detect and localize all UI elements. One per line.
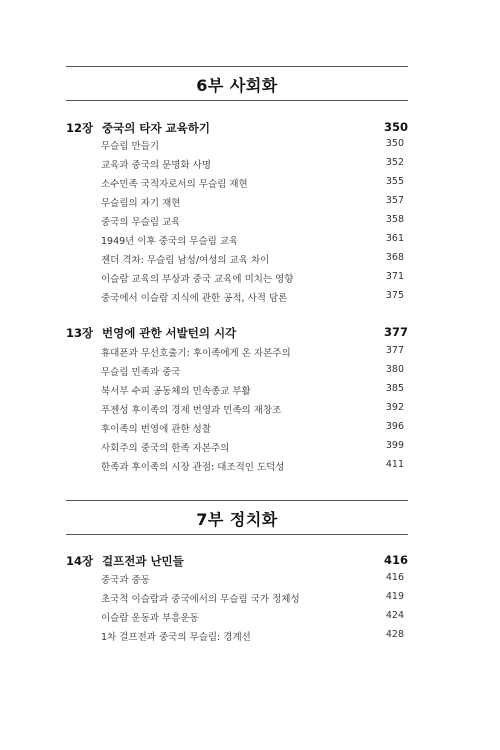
toc-entry[interactable] (101, 364, 404, 380)
entry-label: 무슬림 민족과 중국 (101, 367, 181, 378)
entry-label: 후이족의 번영에 관한 성찰 (101, 424, 212, 435)
chapter-number: 12장 (66, 121, 94, 135)
entry-label: 중국의 무슬림 교육 (101, 217, 181, 228)
entry-page: 399 (385, 440, 404, 451)
toc-entry[interactable] (101, 572, 404, 588)
entry-label: 1949년 이후 중국의 무슬림 교육 (101, 236, 239, 247)
toc-entry[interactable] (101, 195, 404, 211)
toc-entry[interactable] (101, 138, 404, 154)
toc-entry[interactable] (101, 157, 404, 173)
toc-entry[interactable] (101, 290, 404, 306)
chapter-title: 걸프전과 난민들 (102, 554, 184, 568)
entry-page: 411 (385, 459, 404, 470)
entry-label: 사회주의 중국의 한족 자본주의 (101, 443, 230, 454)
chapter-page: 350 (383, 120, 408, 134)
entry-page: 416 (385, 572, 404, 583)
toc-entry[interactable] (101, 252, 404, 268)
entry-label: 중국에서 이슬람 지식에 관한 공적, 사적 담론 (101, 293, 288, 304)
entry-label: 푸젠성 후이족의 경제 번영과 민족의 재창조 (101, 405, 282, 416)
entry-page: 352 (385, 157, 404, 168)
entry-label: 휴대폰과 무선호출기: 후이족에게 온 자본주의 (101, 348, 291, 359)
entry-label: 무슬림의 자기 재현 (101, 198, 181, 209)
part-6-bottom-rule (66, 100, 408, 101)
entry-page: 392 (385, 402, 404, 413)
entry-label: 젠더 격차: 무슬림 남성/여성의 교육 차이 (101, 255, 270, 266)
entry-page: 361 (385, 233, 404, 244)
entry-page: 350 (385, 138, 404, 149)
toc-entry[interactable] (101, 440, 404, 456)
toc-entry[interactable] (101, 176, 404, 192)
toc-entry[interactable] (101, 214, 404, 230)
entry-label: 무슬림 만들기 (101, 141, 160, 152)
entry-label: 교육과 중국의 문명화 사명 (101, 160, 212, 171)
part-7-bottom-rule (66, 534, 408, 535)
entry-page: 424 (385, 610, 404, 621)
toc-entry[interactable] (101, 421, 404, 437)
chapter-title: 중국의 타자 교육하기 (102, 121, 210, 135)
chapter-page: 377 (383, 325, 408, 339)
chapter-title: 번영에 관한 서발턴의 시각 (102, 326, 237, 340)
entry-label: 이슬람 운동과 부흥운동 (101, 613, 199, 624)
entry-page: 428 (385, 629, 404, 640)
part-7-top-rule (66, 500, 408, 501)
entry-label: 초국적 이슬람과 중국에서의 무슬림 국가 정체성 (101, 594, 300, 605)
entry-page: 419 (385, 591, 404, 602)
entry-label: 이슬람 교육의 부상과 중국 교육에 미치는 영향 (101, 274, 294, 285)
toc-entry[interactable] (101, 402, 404, 418)
part-6-title: 6부 사회화 (196, 76, 278, 95)
chapter-number: 14장 (66, 554, 94, 568)
entry-page: 385 (385, 383, 404, 394)
entry-page: 368 (385, 252, 404, 263)
entry-page: 371 (385, 271, 404, 282)
chapter-12-heading[interactable] (66, 120, 408, 138)
toc-entry[interactable] (101, 383, 404, 399)
entry-page: 357 (385, 195, 404, 206)
entry-page: 377 (385, 345, 404, 356)
entry-label: 한족과 후이족의 시장 관점: 대조적인 도덕성 (101, 462, 285, 473)
entry-label: 중국과 중동 (101, 575, 150, 586)
toc-entry[interactable] (101, 345, 404, 361)
entry-label: 소수민족 국적자로서의 무슬림 재현 (101, 179, 248, 190)
toc-entry[interactable] (101, 459, 404, 475)
entry-page: 355 (385, 176, 404, 187)
toc-entry[interactable] (101, 233, 404, 249)
entry-label: 북서부 수피 공동체의 민속종교 부활 (101, 386, 251, 397)
entry-page: 375 (385, 290, 404, 301)
entry-label: 1차 걸프전과 중국의 무슬림: 경계선 (101, 632, 251, 643)
toc-entry[interactable] (101, 629, 404, 645)
chapter-number: 13장 (66, 326, 94, 340)
entry-page: 380 (385, 364, 404, 375)
entry-page: 358 (385, 214, 404, 225)
chapter-13-heading[interactable] (66, 325, 408, 343)
chapter-14-heading[interactable] (66, 553, 408, 571)
part-7-title: 7부 정치화 (196, 510, 278, 529)
toc-entry[interactable] (101, 271, 404, 287)
part-6-top-rule (66, 66, 408, 67)
entry-page: 396 (385, 421, 404, 432)
toc-entry[interactable] (101, 610, 404, 626)
chapter-page: 416 (383, 553, 408, 567)
toc-entry[interactable] (101, 591, 404, 607)
